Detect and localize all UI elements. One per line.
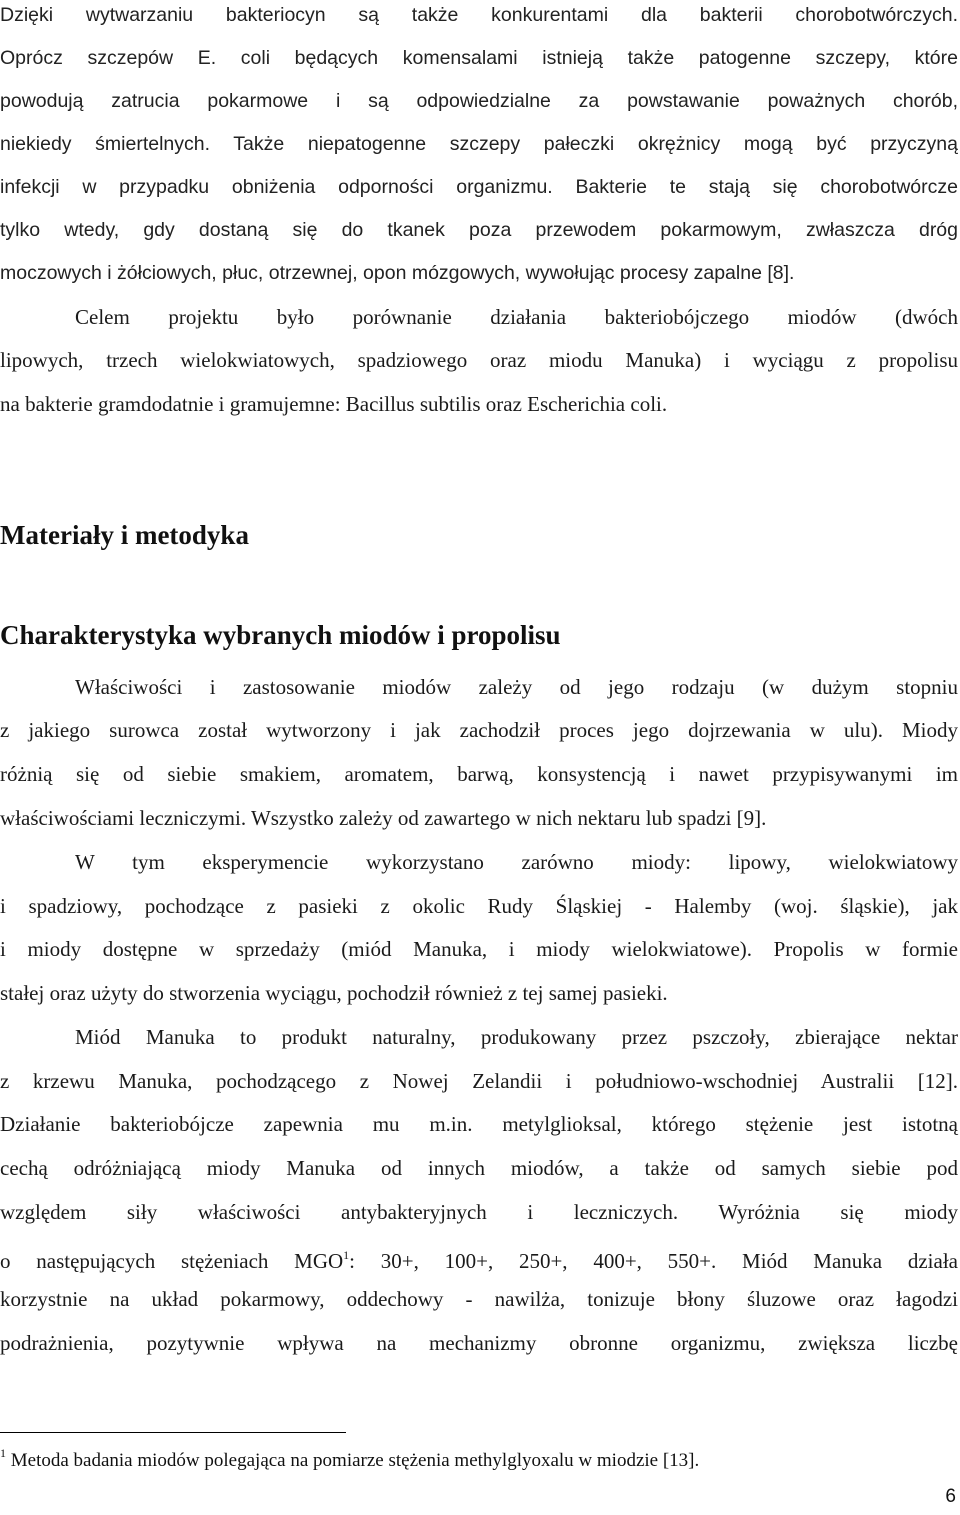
intro-line-4: niekiedy śmiertelnych. Także niepatogenne szczepy pałeczki okrężnicy mogą być przyczyną — [0, 133, 958, 155]
p2-line-3: i miody dostępne w sprzedaży (miód Manuka, i miody wielokwiatowe). Propolis w formie — [0, 937, 958, 961]
p3-line-6-mgo — [0, 1240, 958, 1273]
footnote — [0, 1446, 699, 1472]
p3-line-8: podrażnienia, pozytywnie wpływa na mechanizmy obronne organizmu, zwiększa liczbę — [0, 1331, 958, 1355]
p3-line-3: Działanie bakteriobójcze zapewnia mu m.in. metylglioksal, którego stężenie jest istotną — [0, 1112, 958, 1136]
p3-line-4: cechą odróżniającą miody Manuka od innych miodów, a także od samych siebie pod — [0, 1156, 958, 1180]
intro-line-5: infekcji w przypadku obniżenia odporności organizmu. Bakterie te stają się chorobotwórcze — [0, 176, 958, 198]
p3-line-5: względem siły właściwości antybakteryjnych i leczniczych. Wyróżnia się miody — [0, 1200, 958, 1224]
aim-line-3: na bakterie gramdodatnie i gramujemne: Bacillus subtilis oraz Escherichia coli. — [0, 392, 668, 416]
p2-line-4: stałej oraz użyty do stworzenia wyciągu, pochodził również z tej samej pasieki. — [0, 981, 668, 1005]
section-heading-methods: Materiały i metodyka — [0, 520, 249, 550]
p2-line-2: i spadziowy, pochodzące z pasieki z okolic Rudy Śląskiej - Halemby (woj. śląskie), jak — [0, 894, 958, 918]
page-number: 6 — [945, 1486, 956, 1507]
p3-line-2: z krzewu Manuka, pochodzącego z Nowej Zelandii i południowo-wschodniej Australii [12]. — [0, 1069, 958, 1093]
footnote-separator — [0, 1432, 346, 1433]
p3-line-7: korzystnie na układ pokarmowy, oddechowy - nawilża, tonizuje błony śluzowe oraz łagodzi — [0, 1287, 958, 1311]
footnote-text: Metoda badania miodów polegająca na pomiarze stężenia methylglyoxalu w miodzie [13]. — [6, 1450, 700, 1471]
p3-line-1: Miód Manuka to produkt naturalny, produkowany przez pszczoły, zbierające nektar — [75, 1025, 958, 1049]
subsection-heading: Charakterystyka wybranych miodów i propolisu — [0, 620, 561, 650]
mgo-text-before: o następujących stężeniach MGO — [0, 1249, 344, 1273]
intro-line-2: Oprócz szczepów E. coli będących komensalami istnieją także patogenne szczepy, które — [0, 47, 958, 69]
p1-line-3: różnią się od siebie smakiem, aromatem, barwą, konsystencją i nawet przypisywanymi im — [0, 762, 958, 786]
aim-line-1: Celem projektu było porównanie działania bakteriobójczego miodów (dwóch — [75, 305, 958, 329]
p2-line-1: W tym eksperymencie wykorzystano zarówno miody: lipowy, wielokwiatowy — [75, 850, 958, 874]
aim-line-2: lipowych, trzech wielokwiatowych, spadziowego oraz miodu Manuka) i wyciągu z propolisu — [0, 348, 958, 372]
mgo-text-after: : 30+, 100+, 250+, 400+, 550+. Miód Manuka działa — [349, 1249, 958, 1273]
footnote-ref: 1 — [343, 1248, 350, 1262]
footnote-mark: 1 — [0, 1446, 6, 1460]
intro-line-7: moczowych i żółciowych, płuc, otrzewnej, opon mózgowych, wywołując procesy zapalne [8]. — [0, 262, 795, 284]
p1-line-4: właściwościami leczniczymi. Wszystko zależy od zawartego w nich nektaru lub spadzi [9]. — [0, 806, 767, 830]
p1-line-1: Właściwości i zastosowanie miodów zależy od jego rodzaju (w dużym stopniu — [75, 675, 958, 699]
intro-line-1: Dzięki wytwarzaniu bakteriocyn są także konkurentami dla bakterii chorobotwórczych. — [0, 4, 958, 26]
intro-line-6: tylko wtedy, gdy dostaną się do tkanek poza przewodem pokarmowym, zwłaszcza dróg — [0, 219, 958, 241]
p1-line-2: z jakiego surowca został wytworzony i jak zachodził proces jego dojrzewania w ulu). Miody — [0, 718, 958, 742]
intro-line-3: powodują zatrucia pokarmowe i są odpowiedzialne za powstawanie poważnych chorób, — [0, 90, 958, 112]
